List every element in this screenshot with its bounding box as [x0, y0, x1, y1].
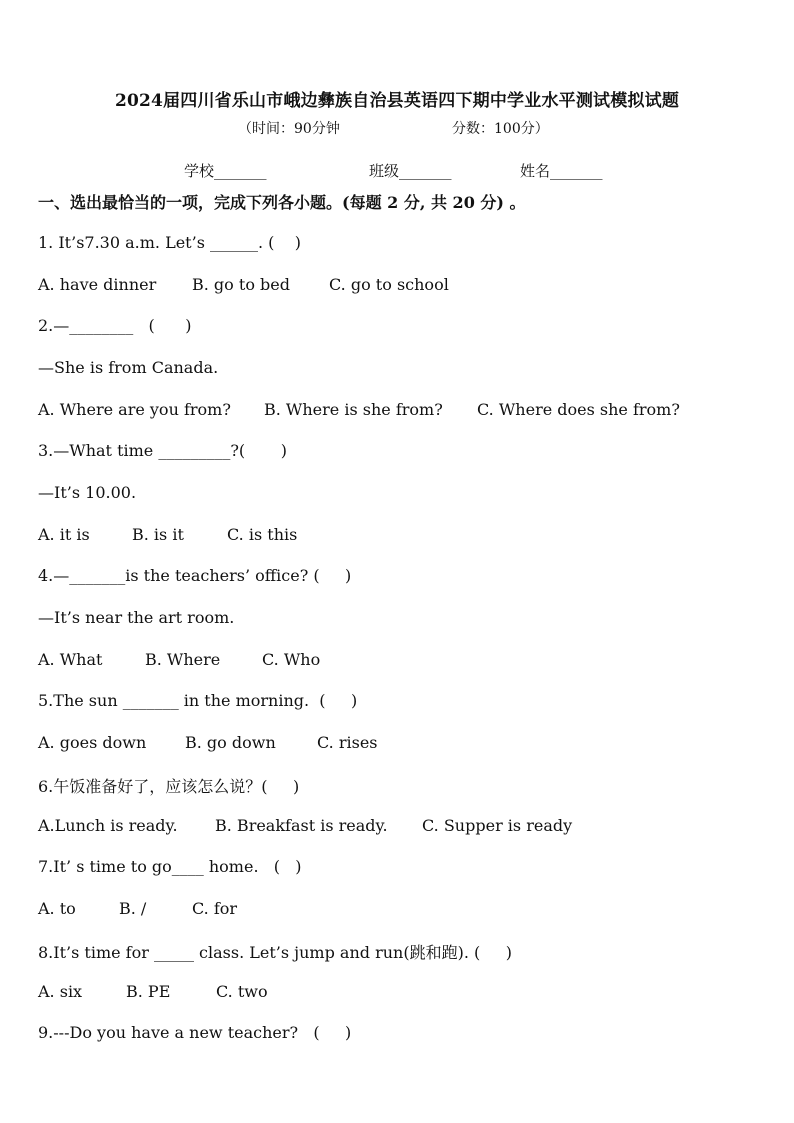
question-1-options — [38, 275, 758, 297]
question-3-option-c[interactable]: C. is this — [227, 525, 298, 544]
question-7-option-b[interactable]: B. / — [119, 899, 147, 918]
question-7-options — [38, 899, 758, 921]
section-title: 一、选出最恰当的一项，完成下列各小题。(每题 2 分, 共 20 分) 。 — [38, 193, 526, 212]
question-8-option-b[interactable]: B. PE — [126, 982, 171, 1001]
school-field[interactable]: 学校_______ — [184, 162, 267, 180]
question-2-stem: 2.—________ ( ) — [38, 316, 192, 335]
question-2-option-c[interactable]: C. Where does she from? — [477, 400, 680, 419]
question-6-stem: 6.午饭准备好了，应该怎么说？( ) — [38, 777, 300, 796]
question-2-dialog: —She is from Canada. — [38, 358, 219, 377]
question-4-stem: 4.—_______is the teachers’ office? ( ) — [38, 566, 352, 585]
question-5-option-b[interactable]: B. go down — [185, 733, 276, 752]
question-4-option-b[interactable]: B. Where — [145, 650, 221, 669]
exam-score: 分数：100分） — [452, 121, 549, 137]
question-2-options — [38, 400, 758, 422]
question-7-option-a[interactable]: A. to — [38, 899, 76, 918]
question-8-stem: 8.It’s time for _____ class. Let’s jump and run(跳和跑). ( ) — [38, 943, 512, 962]
question-1-option-a[interactable]: A. have dinner — [38, 275, 157, 294]
question-6-options — [38, 816, 758, 838]
question-3-options — [38, 525, 758, 547]
question-4-option-a[interactable]: A. What — [38, 650, 103, 669]
question-4-options — [38, 650, 758, 672]
question-5-options — [38, 733, 758, 755]
question-3-option-b[interactable]: B. is it — [132, 525, 184, 544]
question-6-option-b[interactable]: B. Breakfast is ready. — [215, 816, 388, 835]
question-1-option-b[interactable]: B. go to bed — [192, 275, 290, 294]
question-9-stem: 9.---Do you have a new teacher? ( ) — [38, 1023, 352, 1042]
question-8-option-c[interactable]: C. two — [216, 982, 268, 1001]
question-1-stem: 1. It’s7.30 a.m. Let’s ______. ( ) — [38, 233, 301, 252]
question-5-stem: 5.The sun _______ in the morning. ( ) — [38, 691, 358, 710]
question-2-option-a[interactable]: A. Where are you from? — [38, 400, 231, 419]
question-3-dialog: —It’s 10.00. — [38, 483, 137, 502]
class-field[interactable]: 班级_______ — [369, 162, 452, 180]
page-title: 2024届四川省乐山市峨边彝族自治县英语四下期中学业水平测试模拟试题 — [114, 91, 680, 111]
question-8-options — [38, 982, 758, 1004]
question-6-option-c[interactable]: C. Supper is ready — [422, 816, 573, 835]
question-3-stem: 3.—What time _________?( ) — [38, 441, 288, 460]
exam-time: （时间：90分钟 — [238, 121, 340, 137]
question-8-option-a[interactable]: A. six — [38, 982, 83, 1001]
question-6-option-a[interactable]: A.Lunch is ready. — [38, 816, 178, 835]
name-field[interactable]: 姓名_______ — [520, 162, 603, 180]
question-7-stem: 7.It’ s time to go____ home. ( ) — [38, 857, 302, 876]
question-1-option-c[interactable]: C. go to school — [329, 275, 449, 294]
question-2-option-b[interactable]: B. Where is she from? — [264, 400, 443, 419]
question-3-option-a[interactable]: A. it is — [38, 525, 90, 544]
question-5-option-a[interactable]: A. goes down — [38, 733, 147, 752]
question-4-dialog: —It’s near the art room. — [38, 608, 235, 627]
question-4-option-c[interactable]: C. Who — [262, 650, 321, 669]
question-5-option-c[interactable]: C. rises — [317, 733, 378, 752]
question-7-option-c[interactable]: C. for — [192, 899, 238, 918]
